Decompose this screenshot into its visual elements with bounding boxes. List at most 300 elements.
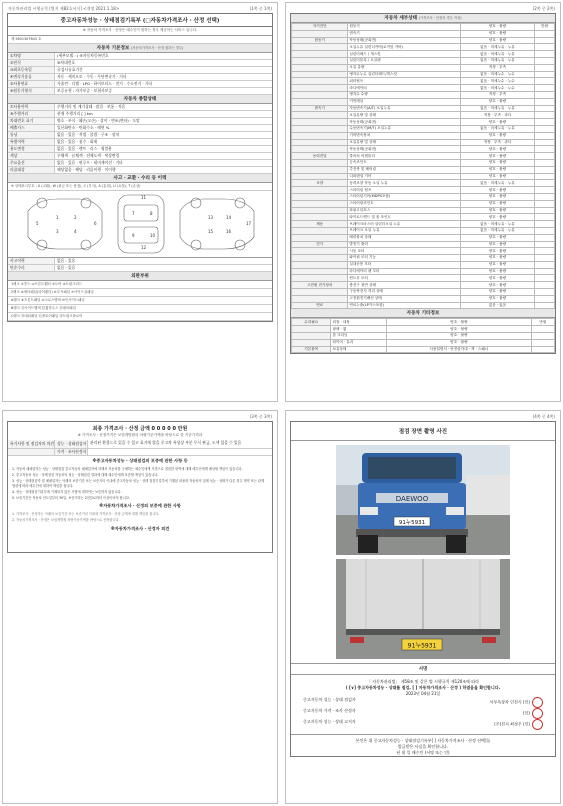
overall-row-label: ⑦사용이력 xyxy=(8,104,55,110)
diagram-part-number: 17 xyxy=(246,221,252,226)
page-4 xyxy=(285,410,561,804)
accident-section: 사고 · 교환 · 수리 등 이력 xyxy=(8,174,272,183)
detail-row-cat: 연료 xyxy=(292,302,348,309)
detail-row xyxy=(292,200,555,207)
paragraph: 5. 보증기간은 자동차 인도일부터 30일, 보증거리는 2천킬로미터 이상이어야 합니다. xyxy=(12,496,130,501)
detail-row-cat xyxy=(292,30,348,37)
other-row-item: 룸 크리닝 xyxy=(331,333,387,340)
detail-row xyxy=(292,119,555,126)
detail-row xyxy=(292,166,555,173)
overall-row-value: 무채색 · 유채색 · 전체도색 · 색상변경 xyxy=(57,153,120,158)
detail-row-cat xyxy=(292,57,348,64)
detail-row-item: 파워고압호스 xyxy=(348,207,460,214)
other-row-state: 양호 · 불량 xyxy=(387,326,532,333)
detail-row-cat: 조향 xyxy=(292,180,348,187)
diagram-part-number: 5 xyxy=(36,221,39,226)
page-header xyxy=(286,411,560,421)
basic-info-row xyxy=(8,88,272,95)
part-rank-row: C랭크 ⑭대쉬패널 ⑮플로어패널 ⑯트렁크플로어 xyxy=(8,313,272,321)
detail-row xyxy=(292,57,555,64)
buyer-confirmation xyxy=(291,734,555,756)
detail-row-item: 스티어링기어(MDPS포함) xyxy=(348,193,460,200)
diagram-part-number: 11 xyxy=(141,195,147,200)
detail-row-price xyxy=(535,98,555,105)
accident-row xyxy=(8,265,272,272)
diagram-part-number: 16 xyxy=(226,229,232,234)
detail-row-price xyxy=(535,44,555,51)
detail-row-item: 라디에이터 xyxy=(348,85,460,92)
detail-row-cat xyxy=(292,139,348,146)
basic-info-row-value: 가솔린 · 디젤 · LPG · 하이브리드 · 전기 · 수소전기 · 기타 xyxy=(57,81,153,86)
other-row xyxy=(292,339,555,346)
final-price-title: 최종 가격조사 · 산정 금액 0 0 0 0 0 만원 xyxy=(92,426,188,432)
overall-row-label: 리콜대상 xyxy=(8,167,55,173)
basic-info-row-label: ②연식 xyxy=(8,60,55,66)
header-right: (1쪽 중 1쪽) xyxy=(249,6,272,11)
detail-row-item: 실내송풍 모터 xyxy=(348,261,460,268)
detail-row-item: 동력조향 작동 오일 누유 xyxy=(348,180,460,187)
final-price-subtitle: ※ 가격조사 · 산정가격은 보험개발원의 차량기준가액을 바탕으로 한 기준가격과 xyxy=(77,433,203,437)
detail-row-price xyxy=(535,125,555,132)
basic-info-row xyxy=(8,67,272,74)
opinion-blank xyxy=(8,534,272,552)
detail-row-state: 양호 · 불량 xyxy=(460,119,535,126)
detail-row-state: 없음 · 미세누유 · 누유 xyxy=(460,180,535,187)
detail-row-cat xyxy=(292,193,348,200)
basic-info-row-value: (세부모델 : ) ⑨자동차등록번호 xyxy=(57,53,109,58)
detail-row xyxy=(292,193,555,200)
page-1 xyxy=(2,2,278,402)
overall-row xyxy=(8,160,272,167)
detail-row-cat: 원동기 xyxy=(292,37,348,44)
basic-info-row-value: ⑪검사유효기간 xyxy=(57,67,83,72)
parts-list xyxy=(8,281,272,321)
detail-row-cat xyxy=(292,248,348,255)
overall-row-value: 없음 · 있음 · 썬루프 · 네비게이션 · 기타 xyxy=(57,160,123,165)
detail-row-item: 추진축 및 베어링 xyxy=(348,166,460,173)
other-row-cat: 수리필요 xyxy=(292,319,331,326)
overall-row-label: 색상 xyxy=(8,153,55,159)
header-right: (2쪽 중 2쪽) xyxy=(532,6,555,11)
detail-row-state: 양호 · 불량 xyxy=(460,241,535,248)
detail-row-cat: 동력전달 xyxy=(292,153,348,160)
diagram-part-number: 14 xyxy=(226,215,232,220)
diagram-part-number: 8 xyxy=(150,211,153,216)
detail-row-price xyxy=(535,139,555,146)
detail-row xyxy=(292,85,555,92)
basic-info-row xyxy=(8,81,272,88)
detail-row-price xyxy=(535,173,555,180)
signer-name: 서부특장차 인천식 (인) xyxy=(489,699,530,705)
detail-row-item: 시동 모터 xyxy=(348,248,460,255)
signer-signature xyxy=(523,708,543,719)
other-row-price xyxy=(531,339,554,346)
other-row-state: 양호 · 불량 xyxy=(387,333,532,340)
other-section: 자동차 기타정보 xyxy=(291,309,555,318)
other-row-price xyxy=(531,346,554,353)
truck-front-photo xyxy=(336,445,510,555)
detail-row-item: 기어변속장치 xyxy=(348,132,460,139)
detail-row-cat xyxy=(292,159,348,166)
price-assessor-label: 가격 · 조사산정자 xyxy=(57,449,87,454)
basic-info-row xyxy=(8,60,272,67)
other-row-item: 광택 · 휠 xyxy=(331,326,387,333)
detail-row-state: 양호 · 불량 xyxy=(460,166,535,173)
basic-info-row-label: ③최초등록일 xyxy=(8,67,55,73)
detail-row-item: 발전기 출력 xyxy=(348,241,460,248)
photo-title: 점검 장면 촬영 사진 xyxy=(291,422,555,441)
detail-row-item: 등속조인트 xyxy=(348,159,460,166)
other-row-price xyxy=(531,333,554,340)
detail-row xyxy=(292,64,555,71)
truck-rear-image xyxy=(336,559,510,659)
footer-line-2: 발급받은 사실을 확인합니다. xyxy=(397,744,449,749)
detail-row-cat xyxy=(292,261,348,268)
basic-section-note: (자동차가격조사 · 산정 원하는 경우) xyxy=(130,46,184,50)
detail-row-item: 실린더헤드 / 개스킷 xyxy=(348,51,460,58)
detail-row-cat xyxy=(292,125,348,132)
basic-info-row-label: ④변속기종류 xyxy=(8,74,55,80)
detail-row-price xyxy=(535,234,555,241)
basic-info-row-value: ⑩차대번호 xyxy=(57,60,76,65)
detail-row-cat xyxy=(292,44,348,51)
detail-row-item: 충전구 절연 상태 xyxy=(348,282,460,289)
blank-cell xyxy=(8,449,55,455)
detail-row-price xyxy=(535,64,555,71)
signer-role: 중고자동차 성능 · 상태 점검자 xyxy=(303,697,356,702)
other-row-cat xyxy=(292,333,331,340)
signer-signature xyxy=(494,719,543,730)
detail-row-state: 양호 · 불량 xyxy=(460,24,535,31)
detail-row xyxy=(292,71,555,78)
inspector-label: 성능 · 상태점검자 xyxy=(57,441,87,446)
detail-row xyxy=(292,241,555,248)
detail-row-state: 양호 · 불량 xyxy=(460,30,535,37)
other-row-cat xyxy=(292,326,331,333)
assessor-opinion-title: ※자동차가격조사 · 산정자 의견 xyxy=(110,525,170,531)
diagram-numbers xyxy=(36,195,252,250)
detail-row-state: 양호 · 불량 xyxy=(460,153,535,160)
overall-row-value: 해당없음 · 해당 · 리콜이행 · 미이행 xyxy=(57,167,116,172)
diagram-part-number: 2 xyxy=(74,215,77,220)
accident-row-label: 사고이력 xyxy=(8,258,55,264)
detail-row-cat xyxy=(292,64,348,71)
detail-row-cat xyxy=(292,295,348,302)
detail-row-item: 오일유량 및 상태 xyxy=(348,112,460,119)
signature-section: 서명 xyxy=(291,663,555,675)
detail-row-state: 양호 · 불량 xyxy=(460,159,535,166)
part-rank-row: A랭크 ⑧프론트패널 ⑨크로스멤버 ⑩인사이드패널 xyxy=(8,297,272,305)
part-rank-row: 1랭크 ①후드 ②프론트휀더 ③도어 ④트렁크리드 xyxy=(8,281,272,289)
detail-row-cat xyxy=(292,119,348,126)
overall-row-value: 주행거리 및 계기상태 · 많음 · 보통 · 적음 xyxy=(57,104,126,109)
paragraph: 2. 중고자동차 성능 · 상태점검 자동차의 성능 · 상태점검 결과에 대해 매수인에게 보증할 책임이 있습니다. xyxy=(12,473,159,478)
diagram-part-number: 1 xyxy=(56,215,59,220)
detail-row-state: 양호 · 불량 xyxy=(460,268,535,275)
detail-row xyxy=(292,146,555,153)
other-row-price: 만원 xyxy=(531,319,554,326)
detail-row-cat xyxy=(292,255,348,262)
overall-row xyxy=(8,146,272,153)
detail-row-price xyxy=(535,248,555,255)
detail-row-price xyxy=(535,30,555,37)
other-row-item: 타이어 · 유리 xyxy=(331,339,387,346)
overall-row-label: 특별이력 xyxy=(8,139,55,145)
page-header xyxy=(286,3,560,13)
detail-row xyxy=(292,234,555,241)
detail-row-state: 양호 · 불량 xyxy=(460,98,535,105)
detail-row xyxy=(292,255,555,262)
detail-row xyxy=(292,180,555,187)
detail-row-cat xyxy=(292,289,348,296)
detail-row xyxy=(292,91,555,98)
price-warranty-paragraphs xyxy=(8,511,272,523)
diagram-part-number: 12 xyxy=(141,245,147,250)
detail-row-price xyxy=(535,180,555,187)
price-box xyxy=(7,421,273,553)
other-table xyxy=(291,318,555,353)
detail-row-price xyxy=(535,105,555,112)
basic-info-row-label: ⑥원동기형식 xyxy=(8,88,55,94)
opinion-row xyxy=(8,440,272,449)
overall-rows xyxy=(8,104,272,174)
detail-row-state: 없음 · 미세누수 · 누수 xyxy=(460,78,535,85)
detail-section-note: (가격조사 · 산정의 경우 작성) xyxy=(418,16,462,20)
page-2 xyxy=(285,2,561,402)
part-rank-row: B랭크 ⑪사이드멤버 ⑫휠하우스 ⑬필러패널 xyxy=(8,305,272,313)
detail-row-price xyxy=(535,268,555,275)
detail-row xyxy=(292,248,555,255)
signer-signature xyxy=(490,697,543,708)
footer-line-3: 년 월 일 매수인 (서명 또는 인) xyxy=(396,750,450,755)
detail-row xyxy=(292,173,555,180)
paragraph: 2. 자동차가격조사 · 산정은 보험개발원 차량기준가액을 바탕으로 산정합니다. xyxy=(12,518,120,523)
diagram-part-number: 6 xyxy=(94,221,97,226)
signer-role: 중고자동차 가격 · 조사 산정자 xyxy=(303,708,356,713)
seal-stamp-icon xyxy=(532,719,543,730)
basic-section-label: 자동차 기본정보 xyxy=(96,46,130,51)
basic-info-section xyxy=(8,44,272,53)
detail-row-cat xyxy=(292,146,348,153)
other-row-state: 양호 · 불량 xyxy=(387,319,532,326)
detail-row xyxy=(292,282,555,289)
overall-row-label: 차대번호 표기 xyxy=(8,118,55,124)
detail-row-state: 양호 · 불량 xyxy=(460,187,535,194)
detail-row-state: 양호 · 불량 xyxy=(460,275,535,282)
diagram-part-number: 9 xyxy=(132,233,135,238)
overall-row-value: 없음 · 있음 · 적법 · 불법 · 구조 · 장치 xyxy=(57,132,120,137)
signer-row xyxy=(291,697,555,708)
other-row-state: 사용설명서 · 안전삼각대 · 잭 · 스패너 xyxy=(387,346,532,353)
detail-row-price xyxy=(535,112,555,119)
detail-row-state: 양호 · 불량 xyxy=(460,132,535,139)
overall-row-label: 배출가스 xyxy=(8,125,55,131)
overall-row-label: ⑧주행거리 xyxy=(8,111,55,117)
detail-row-item: 워터펌프 xyxy=(348,78,460,85)
detail-row-cat: 제동 xyxy=(292,221,348,228)
other-row xyxy=(292,319,555,326)
detail-row-item: 브레이크마스터 실린더오일 누유 xyxy=(348,221,460,228)
other-row-cat xyxy=(292,339,331,346)
form-subtitle: ※ 자동차 가격조사 · 산정은 매수인이 원하는 경우 제공하는 서비스 입니다. xyxy=(8,27,272,36)
warranty-paragraphs xyxy=(8,466,272,501)
detail-row-state: 양호 · 불량 xyxy=(460,193,535,200)
other-row-state: 양호 · 불량 xyxy=(387,339,532,346)
accident-row-label: 단순수리 xyxy=(8,265,55,271)
detail-row-item: 윈도우 모터 xyxy=(348,275,460,282)
detail-row-state: 양호 · 불량 xyxy=(460,37,535,44)
detail-row-price xyxy=(535,91,555,98)
detail-row-item: 작동상태(공회전) xyxy=(348,37,460,44)
overall-row xyxy=(8,153,272,160)
price-assessor-row xyxy=(8,449,272,456)
header-right: (4쪽 중 4쪽) xyxy=(532,414,555,419)
detail-row-cat xyxy=(292,98,348,105)
detail-row-state: 양호 · 불량 xyxy=(460,234,535,241)
detail-row xyxy=(292,44,555,51)
detail-row-cat xyxy=(292,187,348,194)
parts-section: 외판부위 xyxy=(8,272,272,281)
footer-line-1: 본인은 위 중고자동차성능 · 상태점검기록부[ ] 자동차가격조사 · 산정 선택]를 xyxy=(355,738,491,743)
detail-row xyxy=(292,275,555,282)
other-row-item: 보유상태 xyxy=(331,346,387,353)
detail-row-item: 라디에이터 팬 모터 xyxy=(348,268,460,275)
detail-row-state: 없음 · 미세누유 · 누유 xyxy=(460,44,535,51)
basic-info-row xyxy=(8,53,272,60)
detail-row-cat xyxy=(292,132,348,139)
page-3 xyxy=(2,410,278,804)
detail-row-item: 스티어링조인트 xyxy=(348,200,460,207)
detail-row-state: 없음 · 있음 xyxy=(460,302,535,309)
seal-stamp-icon xyxy=(532,708,543,719)
detail-row-price xyxy=(535,275,555,282)
form-box xyxy=(7,13,273,322)
detail-row-cat xyxy=(292,91,348,98)
page-header xyxy=(3,3,277,13)
detail-row xyxy=(292,261,555,268)
detail-row xyxy=(292,207,555,214)
overall-row-value: 없음 · 있음 · 침수 · 화재 xyxy=(57,139,98,144)
accident-row xyxy=(8,258,272,265)
detail-section-label: 자동차 세부상태 xyxy=(384,16,418,21)
detail-row-item: 수동변속기(M/T) 오일누유 xyxy=(348,125,460,132)
overall-row xyxy=(8,125,272,132)
front-plate-text: 91누5931 xyxy=(398,520,426,526)
detail-row xyxy=(292,105,555,112)
car-diagram-svg xyxy=(8,191,274,257)
detail-row-cat xyxy=(292,275,348,282)
detail-row xyxy=(292,24,555,31)
detail-row-cat xyxy=(292,207,348,214)
detail-row xyxy=(292,153,555,160)
detail-row-item: 클러치 어셈블리 xyxy=(348,153,460,160)
detail-row-state: 없음 · 미세누수 · 누수 xyxy=(460,85,535,92)
overall-row-label: 튜닝 xyxy=(8,132,55,138)
detail-row-state: 없음 · 미세누유 · 누유 xyxy=(460,105,535,112)
opinion-label: 특기사항 및 점검자의 의견 xyxy=(10,441,54,446)
detail-row-state: 양호 · 불량 xyxy=(460,173,535,180)
detail-row xyxy=(292,295,555,302)
truck-front-image xyxy=(336,445,510,555)
detail-row-price: 만원 xyxy=(535,24,555,31)
detail-row xyxy=(292,125,555,132)
detail-row-cat: 변속기 xyxy=(292,105,348,112)
detail-row-item: 브레이크 오일 누유 xyxy=(348,227,460,234)
blank-value xyxy=(88,449,272,455)
detail-row-cat: 고전원 전기장치 xyxy=(292,282,348,289)
seal-stamp-icon xyxy=(532,697,543,708)
detail-row-cat xyxy=(292,71,348,78)
detail-row-price xyxy=(535,85,555,92)
detail-row-state: 양호 · 불량 xyxy=(460,282,535,289)
overall-row-label: 용도변경 xyxy=(8,146,55,152)
signer-name: (주)천지 최정우 (인) xyxy=(494,721,530,727)
detail-row-cat: 자기진단 xyxy=(292,24,348,31)
overall-section: 자동차 종합상태 xyxy=(8,95,272,104)
detail-row-price xyxy=(535,159,555,166)
signer-row xyxy=(291,708,555,719)
detail-row-item: 커먼레일 xyxy=(348,98,460,105)
detail-row-price xyxy=(535,200,555,207)
diagram-part-number: 13 xyxy=(208,215,214,220)
doc-number: 제 5601307643 호 xyxy=(8,36,272,44)
detail-row xyxy=(292,227,555,234)
header-right: (3쪽 중 3쪽) xyxy=(249,414,272,419)
detail-row-price xyxy=(535,241,555,248)
detail-row-item: 변속기 xyxy=(348,30,460,37)
overall-row xyxy=(8,139,272,146)
detail-row-item: 오일누유 실린더커버(로커암 커버) xyxy=(348,44,460,51)
overall-row-value: 없음 · 있음 · 렌트 · 리스 · 영업용 xyxy=(57,146,112,151)
detail-row-item: 스티어링 펌프 xyxy=(348,187,460,194)
overall-row xyxy=(8,167,272,174)
detail-row xyxy=(292,30,555,37)
warranty-title: ※중고자동차성능 · 상태점검의 보증에 관한 사항 등 xyxy=(92,458,188,463)
detail-row xyxy=(292,221,555,228)
detail-row-price xyxy=(535,78,555,85)
detail-row-price xyxy=(535,187,555,194)
detail-row-price xyxy=(535,261,555,268)
basic-info-row-label: ①차명 xyxy=(8,53,55,59)
other-row xyxy=(292,326,555,333)
detail-row-price xyxy=(535,71,555,78)
price-warranty-title: ※자동차가격조사 · 산정의 보증에 관한 사항 xyxy=(99,503,181,509)
detail-row-price xyxy=(535,193,555,200)
detail-row-price xyxy=(535,146,555,153)
detail-table xyxy=(291,23,555,309)
overall-row-value: 일산화탄소 · 탄화수소 · 매연 % xyxy=(57,125,110,130)
detail-row-item: 오일 유량 xyxy=(348,64,460,71)
detail-row-item: 배력장치 상태 xyxy=(348,234,460,241)
detail-row-item: 고전원전기배선 상태 xyxy=(348,295,460,302)
detail-row-cat xyxy=(292,166,348,173)
overall-row xyxy=(8,104,272,111)
declaration-line-2: ( [∨] 중고자동차성능 · 상태를 점검, [ ] 자동차가격조사 · 산정 ) 하였음을 확인합니다. xyxy=(345,685,501,690)
declaration-line-1: 「 자동차관리법」 제58조 및 같은 법 시행규칙 제120조에 따라 xyxy=(366,679,480,684)
accident-note: ※ 상태표시부호 : X (교환), W (판금 또는 용접), C (부식), A (흠집), U (요철), T (손상) xyxy=(8,183,272,191)
overall-row-value: 양호 · 부식 · 훼손(오손) · 상이 · 변조(변타) · 도말 xyxy=(57,118,140,123)
detail-row-cat xyxy=(292,200,348,207)
diagram-part-number: 7 xyxy=(132,211,135,216)
detail-section xyxy=(291,14,555,23)
detail-row-state: 양호 · 불량 xyxy=(460,200,535,207)
detail-row-price xyxy=(535,289,555,296)
accident-row-value: 없음 · 있음 xyxy=(57,258,76,263)
page-header xyxy=(3,411,277,421)
detail-row-state: 양호 · 불량 xyxy=(460,214,535,221)
signer-name: (인) xyxy=(523,710,530,716)
detail-row xyxy=(292,132,555,139)
